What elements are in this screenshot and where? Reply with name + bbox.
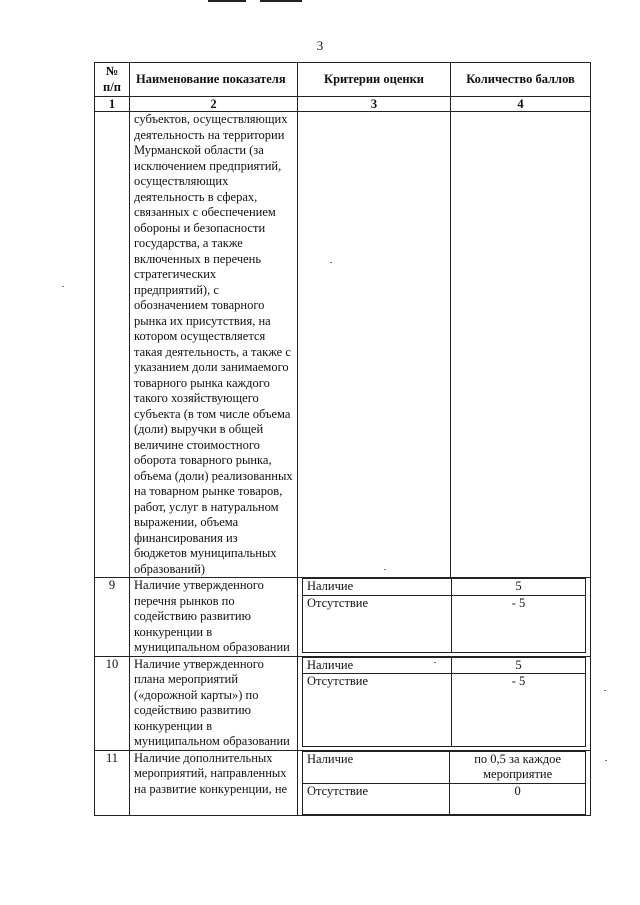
- header-num: № п/п: [95, 63, 130, 97]
- criteria-row: [303, 783, 586, 814]
- scan-mark-right: [260, 0, 302, 2]
- criteria-score: - 5: [452, 595, 586, 652]
- criteria-row: [303, 674, 586, 747]
- scan-speck: [605, 760, 607, 761]
- criteria-label: Наличие: [303, 579, 452, 596]
- indicator-name: субъектов, осуществляющих деятельность на территории Мурманской области (за исключением предприятий, осуществляющих деятельность в сферах, связанных с обеспечением обороны и безопасности государства, а также включенных в перечень стратегических предприятий), с обозначением товарного рынка их присутствия, на котором осуществляется такая деятельность, а также с указанием доли занимаемого товарного рынка каждого такого хозяйствующего субъекта (в том числе объема (доли) выручки в общей величине стоимостного оборота товарного рынка, объема (доли) реализованных на товарном рынке товаров, работ, услуг в натуральном выражении, объема финансирования из бюджетов муниципальных образований): [130, 112, 298, 578]
- table-row-9: [95, 578, 591, 657]
- criteria-row: [303, 579, 586, 596]
- scan-speck: [604, 690, 606, 691]
- table-row-11: [95, 750, 591, 815]
- criteria-score: 5: [452, 579, 586, 596]
- scan-speck: [384, 569, 386, 570]
- criteria-score: - 5: [452, 674, 586, 747]
- criteria-score: 5: [452, 657, 586, 674]
- indicator-name: Наличие утвержденного перечня рынков по содействию развитию конкуренции в муниципальном образовании: [130, 578, 298, 657]
- criteria-block: [298, 578, 591, 657]
- row-number: 10: [95, 656, 130, 750]
- column-number: 4: [451, 97, 591, 112]
- criteria-table: [94, 62, 591, 816]
- criteria-subtable: [302, 751, 586, 815]
- table-row-continued: [95, 112, 591, 578]
- column-number-row: [95, 97, 591, 112]
- criteria-row: [303, 751, 586, 783]
- scan-speck: [62, 286, 64, 287]
- column-number: 1: [95, 97, 130, 112]
- criteria-label: Наличие: [303, 751, 450, 783]
- row-number: 11: [95, 750, 130, 815]
- criteria-label: Отсутствие: [303, 595, 452, 652]
- criteria-label: Отсутствие: [303, 783, 450, 814]
- criteria-label: Отсутствие: [303, 674, 452, 747]
- table-header-row: [95, 63, 591, 97]
- scan-speck: [434, 662, 436, 663]
- header-score: Количество баллов: [451, 63, 591, 97]
- criteria-score: 0: [450, 783, 586, 814]
- criteria-subtable: [302, 657, 586, 748]
- column-number: 3: [298, 97, 451, 112]
- scan-speck: [330, 262, 332, 263]
- page-number: 3: [316, 38, 324, 53]
- indicator-name: Наличие дополнительных мероприятий, направленных на развитие конкуренции, не: [130, 750, 298, 815]
- criteria-row: [303, 595, 586, 652]
- score-cell: [451, 112, 591, 578]
- row-num-cell: [95, 112, 130, 578]
- column-number: 2: [130, 97, 298, 112]
- criteria-block: [298, 750, 591, 815]
- header-name: Наименование показателя: [130, 63, 298, 97]
- criteria-subtable: [302, 578, 586, 653]
- table-row-10: [95, 656, 591, 750]
- criteria-score: по 0,5 за каждое мероприятие: [450, 751, 586, 783]
- criteria-label: Наличие: [303, 657, 452, 674]
- criteria-block: [298, 656, 591, 750]
- scan-mark-left: [208, 0, 246, 2]
- row-number: 9: [95, 578, 130, 657]
- criteria-cell: [298, 112, 451, 578]
- header-criteria: Критерии оценки: [298, 63, 451, 97]
- criteria-row: [303, 657, 586, 674]
- indicator-name: Наличие утвержденного плана мероприятий («дорожной карты») по содействию развитию конкуренции в муниципальном образовании: [130, 656, 298, 750]
